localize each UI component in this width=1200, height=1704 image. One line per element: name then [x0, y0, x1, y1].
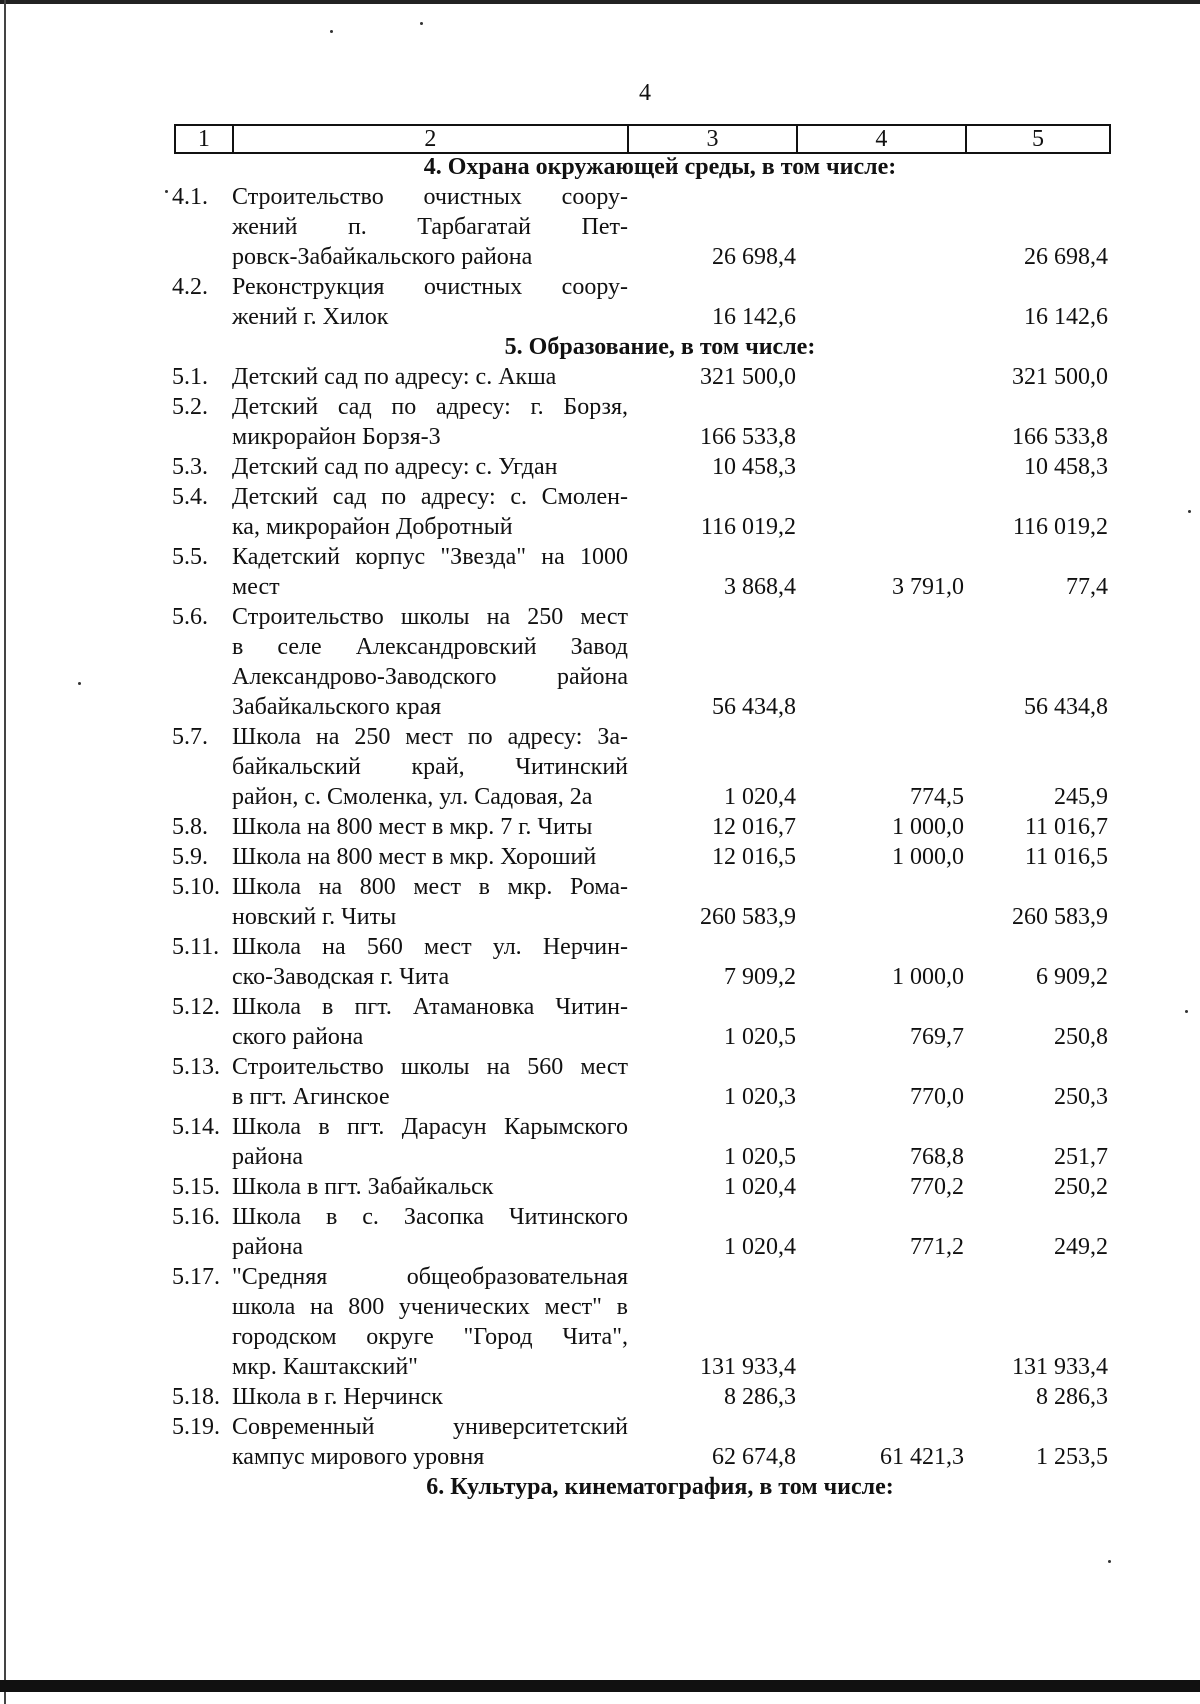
description-line: Школа в пгт. Атамановка Читин- [232, 994, 628, 1020]
description-line: Школа в г. Нерчинск [232, 1384, 443, 1410]
row-number: 5.13. [172, 1054, 220, 1080]
description-line: Школа в пгт. Дарасун Карымского [232, 1114, 628, 1140]
row-number: 5.7. [172, 724, 208, 750]
scan-edge-bottom [0, 1680, 1200, 1692]
description-line: ского района [232, 1024, 364, 1050]
table-row [0, 392, 1200, 452]
row-number: 5.3. [172, 454, 208, 480]
row-description [232, 932, 628, 992]
description-line: Школа в пгт. Забайкальск [232, 1174, 494, 1200]
value-c4: 770,0 [910, 1084, 964, 1110]
description-line: Школа на 800 мест в мкр. 7 г. Читы [232, 814, 593, 840]
value-c3: 1 020,4 [724, 1174, 796, 1200]
value-c3: 62 674,8 [712, 1444, 796, 1470]
description-line: городском округе "Город Чита", [232, 1324, 628, 1350]
section-heading: 6. Культура, кинематография, в том числе: [426, 1474, 894, 1500]
table-row [0, 1262, 1200, 1382]
description-line: Строительство школы на 560 мест [232, 1054, 628, 1080]
table-row [0, 1112, 1200, 1172]
row-description [232, 542, 628, 602]
description-line: в пгт. Агинское [232, 1084, 390, 1110]
description-line: "Средняя общеобразовательная [232, 1264, 628, 1290]
row-description [232, 1052, 628, 1112]
table-row [0, 932, 1200, 992]
table-row [0, 602, 1200, 722]
description-line: Школа на 800 мест в мкр. Хороший [232, 844, 597, 870]
description-line: байкальский край, Читинский [232, 754, 628, 780]
value-c3: 131 933,4 [700, 1354, 796, 1380]
value-c5: 11 016,5 [1024, 844, 1108, 870]
table-row [0, 272, 1200, 332]
value-c4: 3 791,0 [892, 574, 964, 600]
description-line: Школа в с. Засопка Читинского [232, 1204, 628, 1230]
header-col-4: 4 [797, 125, 966, 153]
row-number: 5.11. [172, 934, 220, 960]
scan-edge-top [0, 0, 1200, 4]
description-line: Кадетский корпус "Звезда" на 1000 [232, 544, 628, 570]
value-c5: 166 533,8 [1012, 424, 1108, 450]
description-line: Школа на 800 мест в мкр. Рома- [232, 874, 628, 900]
table-row [0, 1412, 1200, 1472]
description-line: Строительство школы на 250 мест [232, 604, 628, 630]
table-row [0, 1202, 1200, 1262]
row-description [232, 392, 628, 452]
row-description [232, 992, 628, 1052]
value-c3: 260 583,9 [700, 904, 796, 930]
row-number: 4.1. [172, 184, 208, 210]
row-description [232, 482, 628, 542]
row-number: 5.17. [172, 1264, 220, 1290]
description-line: микрорайон Борзя-3 [232, 424, 441, 450]
row-number: 5.8. [172, 814, 208, 840]
row-number: 5.18. [172, 1384, 220, 1410]
row-description [232, 812, 628, 842]
value-c3: 7 909,2 [724, 964, 796, 990]
value-c3: 1 020,5 [724, 1024, 796, 1050]
row-description [232, 272, 628, 332]
table-row [0, 482, 1200, 542]
description-line: Александрово-Заводского района [232, 664, 628, 690]
row-number: 5.6. [172, 604, 208, 630]
table-row [0, 992, 1200, 1052]
row-description [232, 1112, 628, 1172]
value-c5: 250,2 [1054, 1174, 1108, 1200]
value-c4: 1 000,0 [892, 814, 964, 840]
value-c3: 1 020,5 [724, 1144, 796, 1170]
description-line: Школа на 560 мест ул. Нерчин- [232, 934, 628, 960]
row-number: 5.2. [172, 394, 208, 420]
value-c3: 56 434,8 [712, 694, 796, 720]
row-number: 5.12. [172, 994, 220, 1020]
table-row [0, 1382, 1200, 1412]
value-c5: 251,7 [1054, 1144, 1108, 1170]
description-line: Детский сад по адресу: с. Смолен- [232, 484, 628, 510]
table-row [0, 1052, 1200, 1112]
row-description [232, 182, 628, 272]
value-c5: 245,9 [1054, 784, 1108, 810]
scan-speck [1108, 1560, 1111, 1563]
value-c4: 61 421,3 [880, 1444, 964, 1470]
row-number: 5.9. [172, 844, 208, 870]
row-description [232, 1382, 628, 1412]
value-c5: 116 019,2 [1012, 514, 1108, 540]
description-line: Детский сад по адресу: с. Угдан [232, 454, 558, 480]
description-line: ка, микрорайон Добротный [232, 514, 513, 540]
description-line: ско-Заводская г. Чита [232, 964, 450, 990]
value-c3: 16 142,6 [712, 304, 796, 330]
description-line: мест [232, 574, 280, 600]
description-line: района [232, 1144, 303, 1170]
table-row [0, 872, 1200, 932]
description-line: Забайкальского края [232, 694, 442, 720]
row-number: 5.16. [172, 1204, 220, 1230]
value-c3: 1 020,3 [724, 1084, 796, 1110]
description-line: Детский сад по адресу: г. Борзя, [232, 394, 628, 420]
value-c3: 8 286,3 [724, 1384, 796, 1410]
value-c5: 16 142,6 [1024, 304, 1108, 330]
section-heading: 4. Охрана окружающей среды, в том числе: [423, 154, 897, 180]
value-c5: 249,2 [1054, 1234, 1108, 1260]
table-header [174, 124, 1111, 154]
value-c3: 116 019,2 [700, 514, 796, 540]
value-c3: 1 020,4 [724, 1234, 796, 1260]
value-c3: 3 868,4 [724, 574, 796, 600]
row-description [232, 362, 628, 392]
value-c4: 769,7 [910, 1024, 964, 1050]
value-c4: 1 000,0 [892, 844, 964, 870]
description-line: район, с. Смоленка, ул. Садовая, 2а [232, 784, 593, 810]
header-col-3: 3 [628, 125, 797, 153]
description-line: кампус мирового уровня [232, 1444, 485, 1470]
row-description [232, 1262, 628, 1382]
scan-speck [420, 22, 423, 25]
section-heading: 5. Образование, в том числе: [504, 334, 816, 360]
value-c5: 260 583,9 [1012, 904, 1108, 930]
description-line: школа на 800 ученических мест" в [232, 1294, 628, 1320]
table-row [0, 1172, 1200, 1202]
row-description [232, 602, 628, 722]
value-c5: 11 016,7 [1024, 814, 1108, 840]
value-c3: 321 500,0 [700, 364, 796, 390]
value-c5: 56 434,8 [1024, 694, 1108, 720]
value-c5: 8 286,3 [1036, 1384, 1108, 1410]
value-c4: 774,5 [910, 784, 964, 810]
table-row [0, 842, 1200, 872]
description-line: Детский сад по адресу: с. Акша [232, 364, 557, 390]
value-c5: 1 253,5 [1036, 1444, 1108, 1470]
row-number: 5.19. [172, 1414, 220, 1440]
row-number: 5.14. [172, 1114, 220, 1140]
description-line: новский г. Читы [232, 904, 397, 930]
description-line: Строительство очистных соору- [232, 184, 628, 210]
value-c3: 166 533,8 [700, 424, 796, 450]
table-row [0, 182, 1200, 272]
value-c3: 12 016,5 [712, 844, 796, 870]
row-description [232, 1412, 628, 1472]
table-row [0, 452, 1200, 482]
table-body [0, 152, 1200, 1502]
row-description [232, 1202, 628, 1262]
description-line: Современный университетский [232, 1414, 628, 1440]
row-number: 5.4. [172, 484, 208, 510]
header-col-1: 1 [175, 125, 233, 153]
value-c5: 131 933,4 [1012, 1354, 1108, 1380]
value-c3: 1 020,4 [724, 784, 796, 810]
header-col-2: 2 [233, 125, 628, 153]
row-number: 5.15. [172, 1174, 220, 1200]
value-c5: 250,3 [1054, 1084, 1108, 1110]
header-col-5: 5 [966, 125, 1110, 153]
value-c3: 26 698,4 [712, 244, 796, 270]
value-c5: 250,8 [1054, 1024, 1108, 1050]
description-line: района [232, 1234, 303, 1260]
value-c4: 1 000,0 [892, 964, 964, 990]
row-number: 4.2. [172, 274, 208, 300]
value-c5: 10 458,3 [1024, 454, 1108, 480]
row-description [232, 452, 628, 482]
value-c5: 321 500,0 [1012, 364, 1108, 390]
value-c4: 768,8 [910, 1144, 964, 1170]
table-row [0, 362, 1200, 392]
description-line: жений г. Хилок [232, 304, 389, 330]
scan-speck [330, 30, 333, 33]
row-number: 5.5. [172, 544, 208, 570]
row-number: 5.1. [172, 364, 208, 390]
value-c5: 26 698,4 [1024, 244, 1108, 270]
description-line: ровск-Забайкальского района [232, 244, 533, 270]
table-row [0, 812, 1200, 842]
row-description [232, 872, 628, 932]
page-number: 4 [639, 80, 651, 106]
description-line: в селе Александровский Завод [232, 634, 628, 660]
description-line: мкр. Каштакский" [232, 1354, 418, 1380]
row-description [232, 722, 628, 812]
description-line: Реконструкция очистных соору- [232, 274, 628, 300]
row-number: 5.10. [172, 874, 220, 900]
description-line: жений п. Тарбагатай Пет- [232, 214, 628, 240]
value-c5: 6 909,2 [1036, 964, 1108, 990]
description-line: Школа на 250 мест по адресу: За- [232, 724, 628, 750]
value-c5: 77,4 [1066, 574, 1108, 600]
value-c4: 770,2 [910, 1174, 964, 1200]
table-row [0, 542, 1200, 602]
value-c3: 10 458,3 [712, 454, 796, 480]
value-c4: 771,2 [910, 1234, 964, 1260]
row-description [232, 1172, 628, 1202]
table-row [0, 722, 1200, 812]
value-c3: 12 016,7 [712, 814, 796, 840]
row-description [232, 842, 628, 872]
